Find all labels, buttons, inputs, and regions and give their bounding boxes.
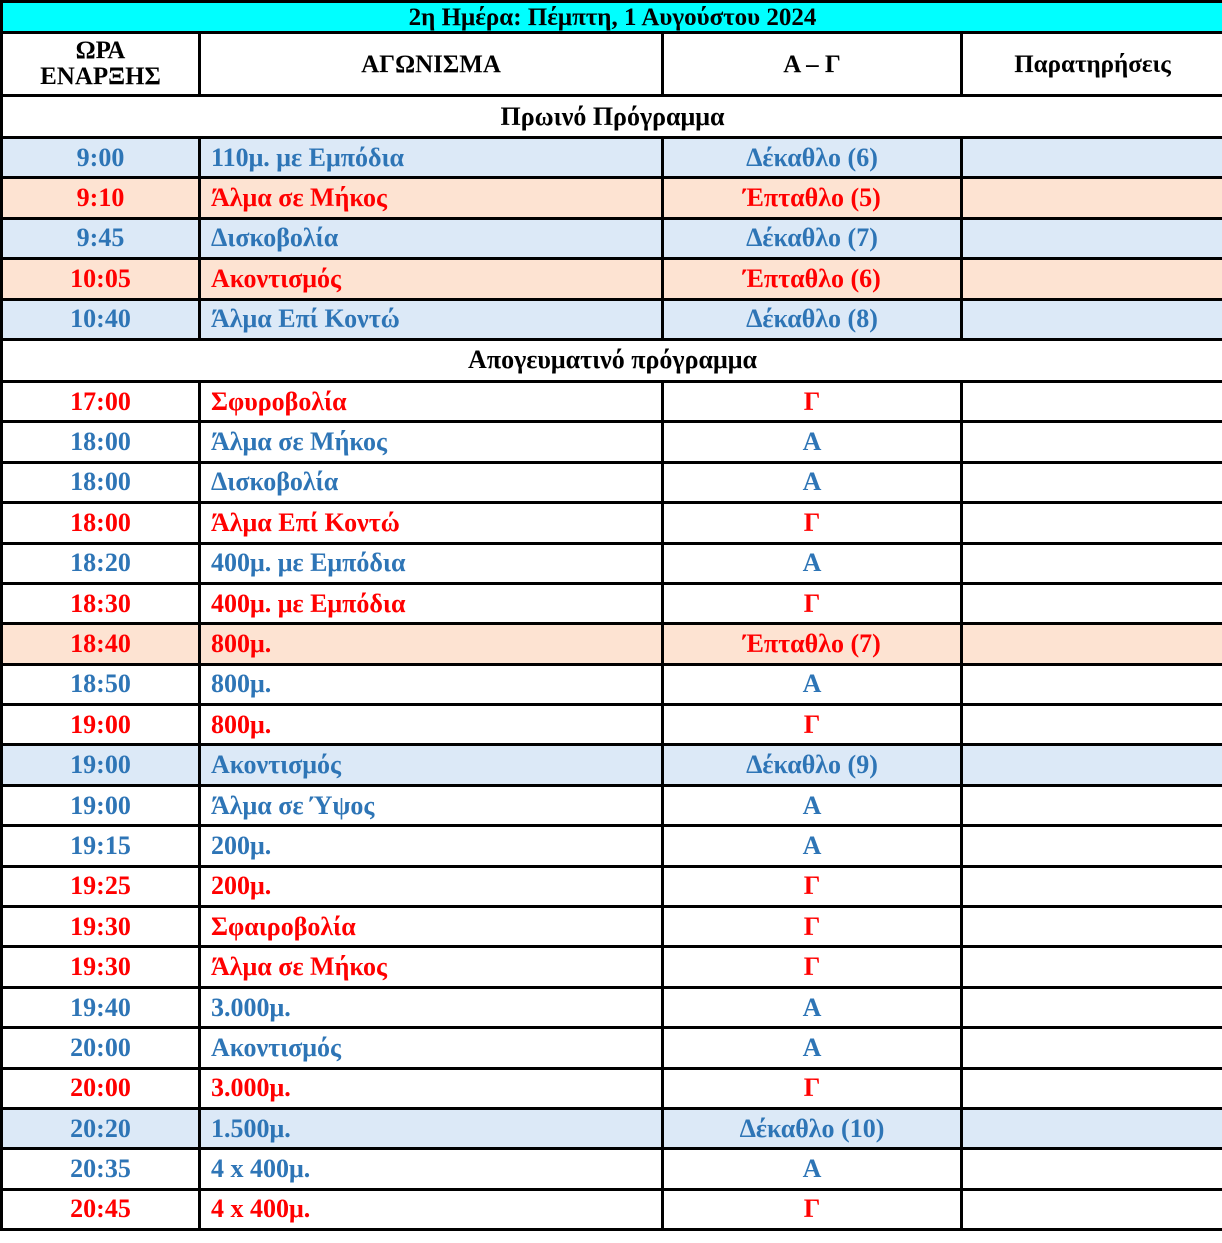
category-cell: Δέκαθλο (6) <box>663 138 962 178</box>
category-cell: Α <box>663 664 962 704</box>
event-cell: Άλμα σε Μήκος <box>200 422 663 462</box>
title-row <box>2 2 1222 33</box>
event-cell: Άλμα Επί Κοντώ <box>200 503 663 543</box>
event-cell: Άλμα σε Μήκος <box>200 947 663 987</box>
category-cell: Γ <box>663 1189 962 1229</box>
start-time-cell: 19:00 <box>2 785 200 825</box>
table-row <box>2 664 1222 704</box>
notes-cell <box>962 218 1222 258</box>
notes-cell <box>962 1189 1222 1229</box>
notes-cell <box>962 462 1222 502</box>
start-time-cell: 18:00 <box>2 422 200 462</box>
table-row <box>2 259 1222 299</box>
header-category: Α – Γ <box>663 33 962 96</box>
notes-cell <box>962 1108 1222 1148</box>
event-cell: 200μ. <box>200 826 663 866</box>
start-time-cell: 19:40 <box>2 987 200 1027</box>
table-row <box>2 583 1222 623</box>
section-label: Απογευματινό πρόγραμμα <box>2 339 1222 381</box>
notes-cell <box>962 745 1222 785</box>
notes-cell <box>962 381 1222 421</box>
table-row <box>2 218 1222 258</box>
start-time-cell: 19:30 <box>2 947 200 987</box>
table-row <box>2 381 1222 421</box>
category-cell: Α <box>663 1149 962 1189</box>
category-cell: Γ <box>663 907 962 947</box>
start-time-cell: 19:00 <box>2 745 200 785</box>
table-row <box>2 947 1222 987</box>
start-time-cell: 9:00 <box>2 138 200 178</box>
notes-cell <box>962 866 1222 906</box>
category-cell: Έπταθλο (7) <box>663 624 962 664</box>
notes-cell <box>962 624 1222 664</box>
category-cell: Δέκαθλο (10) <box>663 1108 962 1148</box>
notes-cell <box>962 583 1222 623</box>
table-row <box>2 543 1222 583</box>
category-cell: Γ <box>663 583 962 623</box>
header-event: ΑΓΩΝΙΣΜΑ <box>200 33 663 96</box>
start-time-cell: 19:30 <box>2 907 200 947</box>
category-cell: Γ <box>663 866 962 906</box>
category-cell: Έπταθλο (5) <box>663 178 962 218</box>
notes-cell <box>962 947 1222 987</box>
notes-cell <box>962 664 1222 704</box>
start-time-cell: 18:40 <box>2 624 200 664</box>
category-cell: Γ <box>663 705 962 745</box>
table-row <box>2 745 1222 785</box>
event-cell: Ακοντισμός <box>200 745 663 785</box>
start-time-cell: 17:00 <box>2 381 200 421</box>
event-cell: 4 x 400μ. <box>200 1189 663 1229</box>
start-time-cell: 19:25 <box>2 866 200 906</box>
header-start-time: ΩΡΑ ΕΝΑΡΞΗΣ <box>2 33 200 96</box>
table-row <box>2 1108 1222 1148</box>
category-cell: Α <box>663 826 962 866</box>
table-row <box>2 138 1222 178</box>
notes-cell <box>962 138 1222 178</box>
event-cell: Δισκοβολία <box>200 462 663 502</box>
notes-cell <box>962 1149 1222 1189</box>
section-label: Πρωινό Πρόγραμμα <box>2 96 1222 138</box>
notes-cell <box>962 987 1222 1027</box>
category-cell: Δέκαθλο (9) <box>663 745 962 785</box>
event-cell: Δισκοβολία <box>200 218 663 258</box>
start-time-cell: 10:05 <box>2 259 200 299</box>
category-cell: Α <box>663 422 962 462</box>
start-time-cell: 20:00 <box>2 1068 200 1108</box>
category-cell: Α <box>663 543 962 583</box>
event-cell: Σφυροβολία <box>200 381 663 421</box>
header-row <box>2 33 1222 96</box>
category-cell: Α <box>663 1028 962 1068</box>
start-time-cell: 20:20 <box>2 1108 200 1148</box>
event-cell: Άλμα σε Μήκος <box>200 178 663 218</box>
start-time-cell: 19:00 <box>2 705 200 745</box>
notes-cell <box>962 785 1222 825</box>
event-cell: 4 x 400μ. <box>200 1149 663 1189</box>
event-cell: 400μ. με Εμπόδια <box>200 543 663 583</box>
table-row <box>2 866 1222 906</box>
category-cell: Α <box>663 785 962 825</box>
category-cell: Γ <box>663 503 962 543</box>
notes-cell <box>962 178 1222 218</box>
event-cell: 400μ. με Εμπόδια <box>200 583 663 623</box>
table-row <box>2 785 1222 825</box>
start-time-cell: 20:45 <box>2 1189 200 1229</box>
section-row <box>2 339 1222 381</box>
event-cell: 110μ. με Εμπόδια <box>200 138 663 178</box>
table-row <box>2 462 1222 502</box>
notes-cell <box>962 1068 1222 1108</box>
start-time-cell: 20:00 <box>2 1028 200 1068</box>
table-row <box>2 178 1222 218</box>
start-time-cell: 9:45 <box>2 218 200 258</box>
notes-cell <box>962 503 1222 543</box>
category-cell: Γ <box>663 381 962 421</box>
notes-cell <box>962 1028 1222 1068</box>
event-cell: Άλμα σε Ύψος <box>200 785 663 825</box>
event-cell: 3.000μ. <box>200 987 663 1027</box>
category-cell: Α <box>663 987 962 1027</box>
notes-cell <box>962 826 1222 866</box>
table-row <box>2 624 1222 664</box>
section-row <box>2 96 1222 138</box>
start-time-cell: 19:15 <box>2 826 200 866</box>
category-cell: Γ <box>663 1068 962 1108</box>
header-notes: Παρατηρήσεις <box>962 33 1222 96</box>
notes-cell <box>962 543 1222 583</box>
table-row <box>2 1028 1222 1068</box>
table-row <box>2 1189 1222 1229</box>
table-row <box>2 705 1222 745</box>
table-row <box>2 1068 1222 1108</box>
event-cell: Άλμα Επί Κοντώ <box>200 299 663 339</box>
start-time-cell: 18:50 <box>2 664 200 704</box>
start-time-cell: 18:30 <box>2 583 200 623</box>
notes-cell <box>962 907 1222 947</box>
start-time-cell: 20:35 <box>2 1149 200 1189</box>
schedule-title: 2η Ημέρα: Πέμπτη, 1 Αυγούστου 2024 <box>2 2 1222 33</box>
category-cell: Έπταθλο (6) <box>663 259 962 299</box>
table-row <box>2 1149 1222 1189</box>
start-time-cell: 18:00 <box>2 462 200 502</box>
notes-cell <box>962 705 1222 745</box>
event-cell: 3.000μ. <box>200 1068 663 1108</box>
start-time-cell: 9:10 <box>2 178 200 218</box>
event-cell: 200μ. <box>200 866 663 906</box>
event-cell: 800μ. <box>200 664 663 704</box>
notes-cell <box>962 259 1222 299</box>
table-row <box>2 987 1222 1027</box>
event-cell: 800μ. <box>200 705 663 745</box>
category-cell: Α <box>663 462 962 502</box>
category-cell: Δέκαθλο (7) <box>663 218 962 258</box>
table-row <box>2 907 1222 947</box>
notes-cell <box>962 299 1222 339</box>
start-time-cell: 10:40 <box>2 299 200 339</box>
event-cell: Ακοντισμός <box>200 1028 663 1068</box>
table-row <box>2 503 1222 543</box>
event-cell: 1.500μ. <box>200 1108 663 1148</box>
schedule-body <box>2 96 1222 1230</box>
event-cell: Ακοντισμός <box>200 259 663 299</box>
table-row <box>2 826 1222 866</box>
event-cell: 800μ. <box>200 624 663 664</box>
notes-cell <box>962 422 1222 462</box>
category-cell: Δέκαθλο (8) <box>663 299 962 339</box>
table-row <box>2 299 1222 339</box>
category-cell: Γ <box>663 947 962 987</box>
table-row <box>2 422 1222 462</box>
start-time-cell: 18:20 <box>2 543 200 583</box>
event-cell: Σφαιροβολία <box>200 907 663 947</box>
start-time-cell: 18:00 <box>2 503 200 543</box>
